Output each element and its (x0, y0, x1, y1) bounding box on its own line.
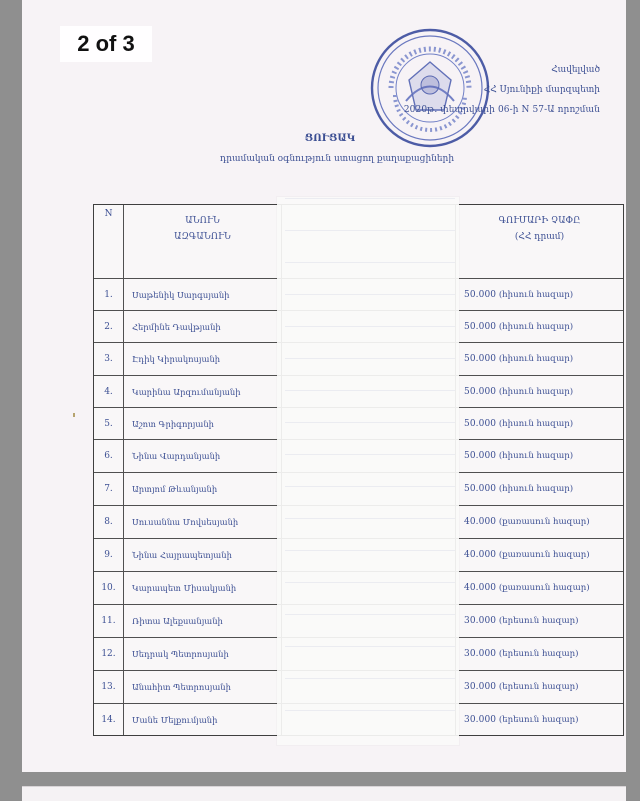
row-amount-words: (հիսուն հազար) (498, 354, 574, 364)
row-amount-number: 40.000 (464, 583, 497, 593)
row-amount-words: (հիսուն հազար) (498, 386, 574, 397)
row-amount-number: 30.000 (464, 616, 497, 626)
row-amount-number: 50.000 (464, 386, 497, 397)
row-amount-number: 30.000 (464, 649, 497, 659)
row-amount-words: (երեսուն հազար) (498, 649, 579, 659)
row-amount-number: 50.000 (464, 354, 497, 364)
row-number: 10. (94, 572, 124, 604)
row-amount-number: 50.000 (464, 451, 497, 461)
row-amount-words: (հիսուն հազար) (498, 451, 574, 461)
row-amount-number: 50.000 (464, 289, 497, 300)
row-amount (456, 473, 623, 505)
row-amount (456, 572, 623, 604)
row-number: 6. (94, 440, 124, 472)
row-amount-words: (երեսուն հազար) (498, 682, 579, 692)
row-number: 7. (94, 473, 124, 505)
row-amount-words: (քառասուն հազար) (498, 583, 590, 593)
row-name: Ռիտա Ալեքսանյանի (124, 605, 282, 637)
row-amount-words: (երեսուն հազար) (498, 714, 579, 725)
approval-line-1: Հավելված (551, 65, 600, 75)
row-amount-words: (երեսուն հազար) (498, 616, 579, 626)
row-amount-number: 50.000 (464, 321, 497, 332)
list-title: ՑՈՒՑԱԿ (304, 133, 356, 144)
row-amount (456, 671, 623, 703)
row-name: Կարինա Արզումանյանի (124, 376, 282, 407)
document-content (22, 0, 626, 772)
row-number: 14. (94, 704, 124, 735)
row-number: 13. (94, 671, 124, 703)
row-amount (456, 506, 623, 538)
row-number: 12. (94, 638, 124, 670)
row-amount (456, 343, 623, 375)
row-amount-words: (հիսուն հազար) (498, 321, 574, 332)
row-amount-number: 50.000 (464, 418, 497, 429)
row-number: 2. (94, 311, 124, 342)
row-amount (456, 408, 623, 439)
row-amount-words: (քառասուն հազար) (498, 517, 590, 527)
row-amount-words: (հիսուն հազար) (498, 484, 574, 494)
row-name: Սաթենիկ Սարգսյանի (124, 279, 282, 310)
row-amount (456, 605, 623, 637)
row-name: Սուսաննա Մովսեսյանի (124, 506, 282, 538)
row-name: Արտյոմ Թևանյանի (124, 473, 282, 505)
row-name: Սեդրակ Պետրոսյանի (124, 638, 282, 670)
row-name: Նինա Վարդանյանի (124, 440, 282, 472)
header-amount (456, 205, 623, 278)
row-number: 9. (94, 539, 124, 571)
header-name-line-1: ԱՆՈՒՆ (185, 216, 220, 226)
page-indicator: 2 of 3 (60, 26, 152, 62)
row-number: 3. (94, 343, 124, 375)
row-name: Էդիկ Կիրակոսյանի (124, 343, 282, 375)
row-amount (456, 704, 623, 735)
approval-line-2: ՀՀ Սյունիքի մարզպետի (483, 85, 600, 95)
row-amount (456, 376, 623, 407)
row-amount-words: (հիսուն հազար) (498, 289, 574, 300)
document-page[interactable] (22, 0, 626, 772)
row-amount-number: 30.000 (464, 714, 497, 725)
row-number: 8. (94, 506, 124, 538)
page-mark (73, 413, 75, 417)
header-name (124, 205, 282, 278)
row-number: 4. (94, 376, 124, 407)
approval-line-3: 2020թ. փետրվարի 06-ի N 57-Ա որոշման (403, 105, 600, 115)
row-amount (456, 539, 623, 571)
row-amount (456, 311, 623, 342)
row-name: Անահիտ Պետրոսյանի (124, 671, 282, 703)
next-page-preview[interactable] (22, 786, 626, 801)
row-number: 5. (94, 408, 124, 439)
row-name: Մանե Մելքումյանի (124, 704, 282, 735)
row-amount (456, 638, 623, 670)
header-number: N (94, 205, 124, 278)
list-subtitle: դրամական օգնություն ստացող քաղաքացիների (219, 154, 455, 164)
row-amount-number: 30.000 (464, 682, 497, 692)
header-name-line-2: ԱԶԳԱՆՈՒՆ (174, 232, 231, 242)
row-amount-number: 40.000 (464, 550, 497, 560)
row-amount (456, 279, 623, 310)
row-name: Նինա Հայրապետյանի (124, 539, 282, 571)
header-amount-line-1: ԳՈՒՄԱՐԻ ՉԱՓԸ (498, 216, 581, 226)
row-name: Հերմինե Դավթյանի (124, 311, 282, 342)
faint-redacted-text (285, 198, 455, 738)
row-name: Աշոտ Գրիգորյանի (124, 408, 282, 439)
row-amount-number: 50.000 (464, 484, 497, 494)
approval-block (362, 60, 600, 120)
row-amount-words: (հիսուն հազար) (498, 418, 574, 429)
row-amount-words: (քառասուն հազար) (498, 550, 590, 560)
row-number: 11. (94, 605, 124, 637)
row-amount-number: 40.000 (464, 517, 497, 527)
row-number: 1. (94, 279, 124, 310)
row-amount (456, 440, 623, 472)
header-amount-line-2: (ՀՀ դրամ) (514, 232, 565, 242)
row-name: Կարապետ Միսակյանի (124, 572, 282, 604)
